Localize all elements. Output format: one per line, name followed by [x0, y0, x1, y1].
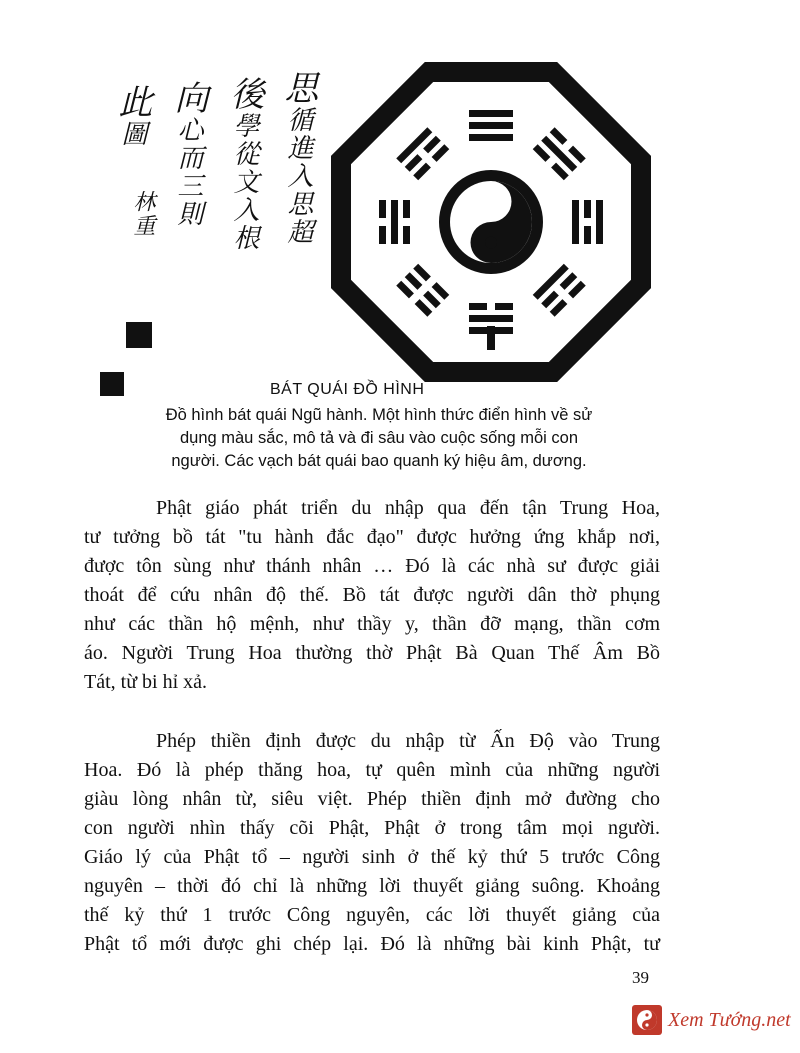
figure-caption — [84, 404, 674, 473]
text-line: áo. Người Trung Hoa thường thờ Phật Bà Quan Thế Âm Bồ — [84, 642, 660, 664]
yin-yang-symbol — [439, 170, 543, 274]
text-line: Phép thiền định được du nhập từ Ấn Độ vào Trung — [156, 730, 660, 752]
calligraphy-column: 向心而三則 — [168, 80, 208, 228]
trigram-top-left — [396, 127, 449, 180]
text-line: tư tưởng bồ tát "tu hành đắc đạo" được hưởng ứng khắp nơi, — [84, 526, 660, 548]
text-line: Hoa. Đó là phép thăng hoa, tự quên mình của những người — [84, 759, 660, 781]
paragraph — [84, 727, 660, 959]
text-line: giàu lòng nhân từ, siêu việt. Phép thiền định mở đường cho — [84, 788, 660, 810]
calligraphy-column: 此圖 — [112, 84, 152, 148]
calligraphy-signature: 林重 — [130, 190, 155, 238]
calligraphy-column: 後學從文入根 — [224, 76, 264, 252]
text-line: Phật tổ mới được ghi chép lại. Đó là những bài kinh Phật, tư — [84, 933, 660, 955]
site-watermark[interactable] — [632, 1000, 792, 1040]
bagua-diagram — [330, 62, 652, 382]
page-number: 39 — [632, 968, 649, 987]
caption-line: người. Các vạch bát quái bao quanh ký hiệu âm, dương. — [171, 452, 587, 470]
text-line: thế kỷ thứ 1 trước Công nguyên, các lời thuyết giảng của — [84, 904, 660, 926]
text-line: Phật giáo phát triển du nhập qua đến tận Trung Hoa, — [156, 497, 660, 519]
figure-title: BÁT QUÁI ĐỒ HÌNH — [270, 381, 425, 398]
trigram-bottom — [469, 303, 513, 350]
paragraph — [84, 494, 660, 697]
text-line: Tát, từ bi hỉ xả. — [84, 671, 208, 693]
watermark-text: Xem Tướng.net — [668, 1008, 791, 1031]
trigram-bottom-right — [533, 264, 586, 317]
text-line: nguyên – thời đó chỉ là những lời thuyết giảng suông. Khoảng — [84, 875, 660, 897]
calligraphy-column: 思循進入思超 — [278, 70, 318, 246]
yin-yang-icon — [632, 1005, 662, 1035]
text-line: thoát để cứu nhân độ thế. Bồ tát được người dân thờ phụng — [84, 584, 660, 606]
text-line: như các thần hộ mệnh, như thầy y, thần đỡ mạng, thần cơm — [84, 613, 660, 635]
trigram-top — [469, 110, 513, 141]
seal-stamp — [100, 372, 124, 396]
body-text — [84, 494, 660, 959]
text-line: con người nhìn thấy cõi Phật, Phật ở trong tâm mọi người. — [84, 817, 660, 839]
seal-stamp — [126, 322, 152, 348]
text-line: Giáo lý của Phật tổ – người sinh ở thế kỷ thứ 5 trước Công — [84, 846, 660, 868]
caption-line: dụng màu sắc, mô tả và đi sâu vào cuộc sống mỗi con — [179, 429, 579, 447]
caption-line: Đồ hình bát quái Ngũ hành. Một hình thức điển hình về sử — [165, 406, 593, 424]
calligraphy-block — [100, 70, 330, 400]
trigram-right — [572, 200, 603, 244]
trigram-top-right — [533, 127, 586, 180]
trigram-bottom-left — [396, 264, 449, 317]
trigram-left — [379, 200, 410, 244]
text-line: được tôn sùng như thánh nhân … Đó là các nhà sư được giải — [84, 555, 660, 577]
